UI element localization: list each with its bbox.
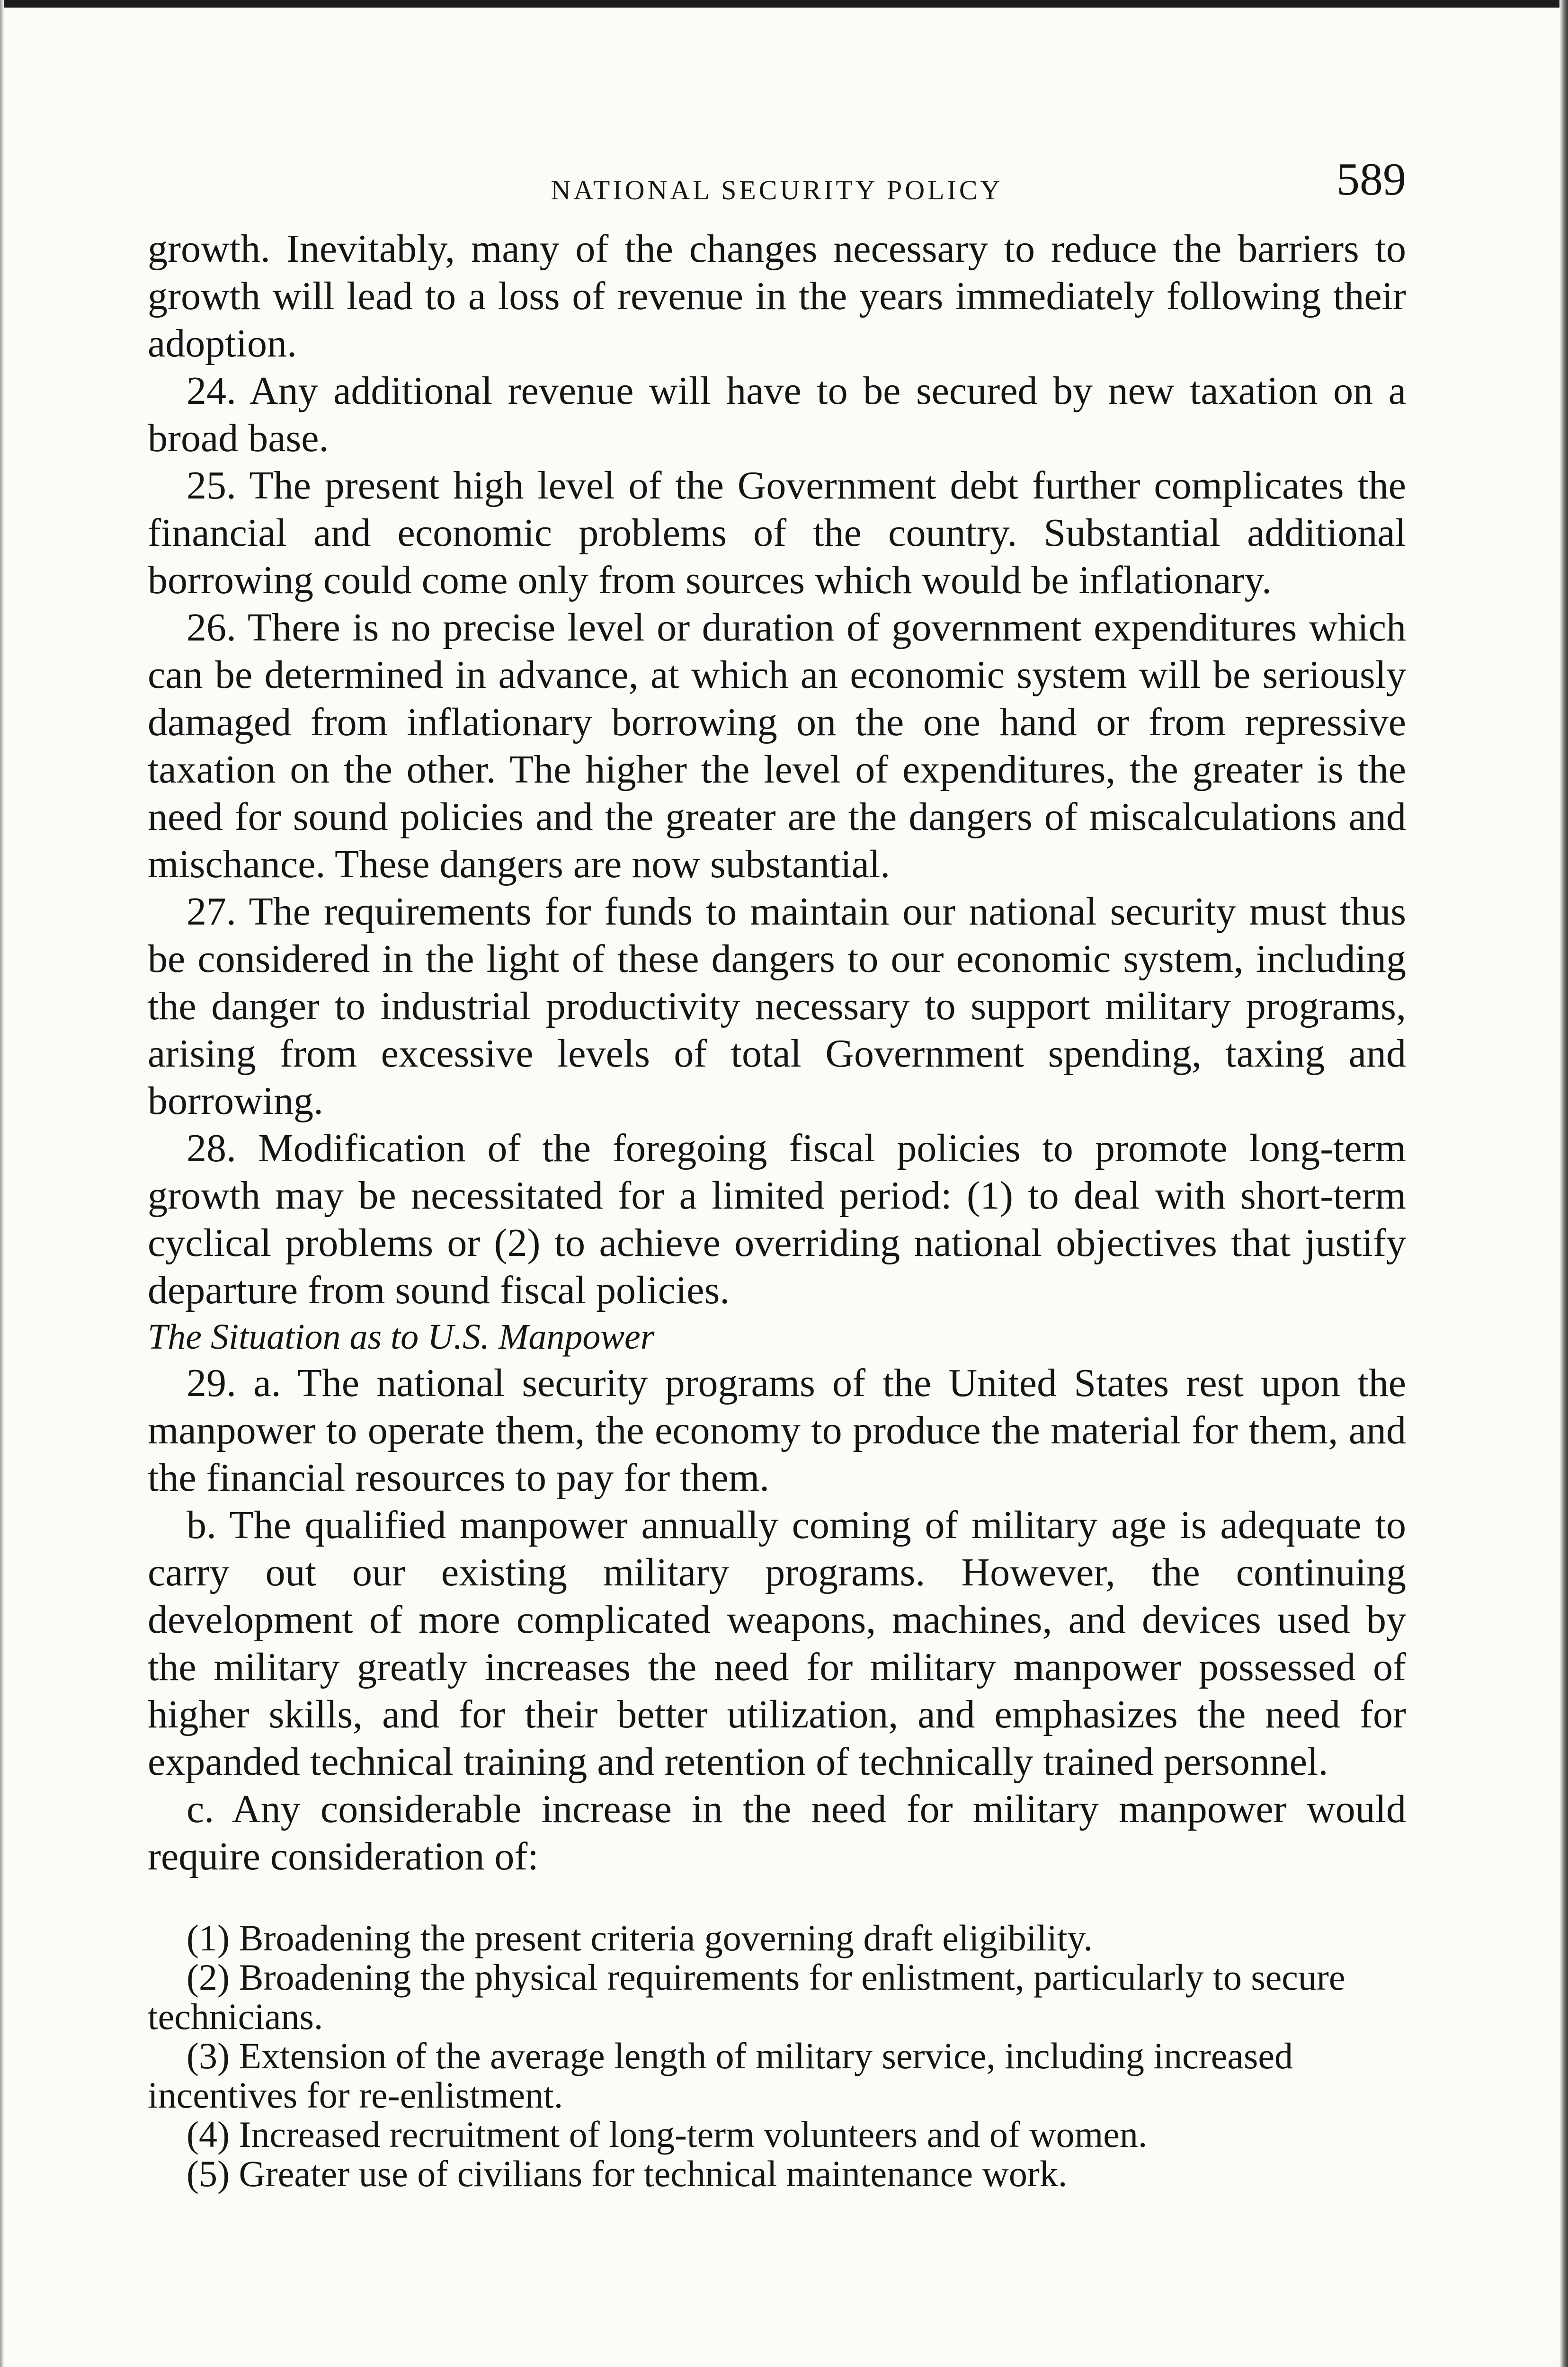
paragraph-25: 25. The present high level of the Government debt further complicates the financial and economic problems of the country. Substantial additional borrowing could come only from sources which would be inflationary. <box>148 463 1406 602</box>
paragraph-28: 28. Modification of the foregoing fiscal policies to promote long-term growth may be necessitated for a limited period: (1) to deal with short-term cyclical problems or (2) to achieve overriding national objectives that justify departure from sound fiscal policies. <box>148 1126 1406 1312</box>
page-number: 589 <box>1336 154 1406 205</box>
running-header <box>148 156 1406 218</box>
page-right-edge <box>1559 0 1568 2367</box>
paragraph-27: 27. The requirements for funds to maintain our national security must thus be considered in the light of these dangers to our economic system, including the danger to industrial productivity necessary to support military programs, arising from excessive levels of total Government spending, taxing and borrowing. <box>148 890 1406 1123</box>
list-item: (5) Greater use of civilians for technical maintenance work. <box>187 2153 1068 2194</box>
paragraph-29c: c. Any considerable increase in the need for military manpower would require consideration of: <box>148 1787 1406 1878</box>
list-item: (1) Broadening the present criteria governing draft eligibility. <box>187 1917 1093 1958</box>
manpower-considerations-list <box>148 1918 1406 2193</box>
paragraph-26: 26. There is no precise level or duration of government expenditures which can be determined in advance, at which an economic system will be seriously damaged from inflationary borrowing on the one hand or from repressive taxation on the other. The higher the level of expenditures, the greater is the need for sound policies and the greater are the dangers of miscalculations and mischance. These dangers are now substantial. <box>148 605 1406 886</box>
body-text <box>148 225 1406 1880</box>
paragraph-continuation: growth. Inevitably, many of the changes necessary to reduce the barriers to growth will lead to a loss of revenue in the years immediately following their adoption. <box>148 227 1406 365</box>
section-title: NATIONAL SECURITY POLICY <box>551 175 1003 205</box>
document-page <box>148 156 1406 2193</box>
paragraph-29b: b. The qualified manpower annually coming of military age is adequate to carry out our existing military programs. However, the continuing development of more complicated weapons, machines, and devices used by the military greatly increases the need for military manpower possessed of higher skills, and for their better utilization, and emphasizes the need for expanded technical training and retention of technically trained personnel. <box>148 1503 1406 1784</box>
page-top-border <box>0 0 1568 8</box>
subheading: The Situation as to U.S. Manpower <box>148 1317 655 1357</box>
paragraph-24: 24. Any additional revenue will have to be secured by new taxation on a broad base. <box>148 369 1406 460</box>
list-item: (4) Increased recruitment of long-term volunteers and of women. <box>187 2114 1148 2155</box>
list-item: (2) Broadening the physical requirements for enlistment, particularly to secure technicians. <box>148 1957 1345 2037</box>
paragraph-29a: 29. a. The national security programs of the United States rest upon the manpower to operate them, the economy to produce the material for them, and the financial resources to pay for them. <box>148 1361 1406 1500</box>
list-item: (3) Extension of the average length of military service, including increased incentives for re-enlistment. <box>148 2035 1293 2116</box>
page-left-edge <box>0 0 4 2367</box>
